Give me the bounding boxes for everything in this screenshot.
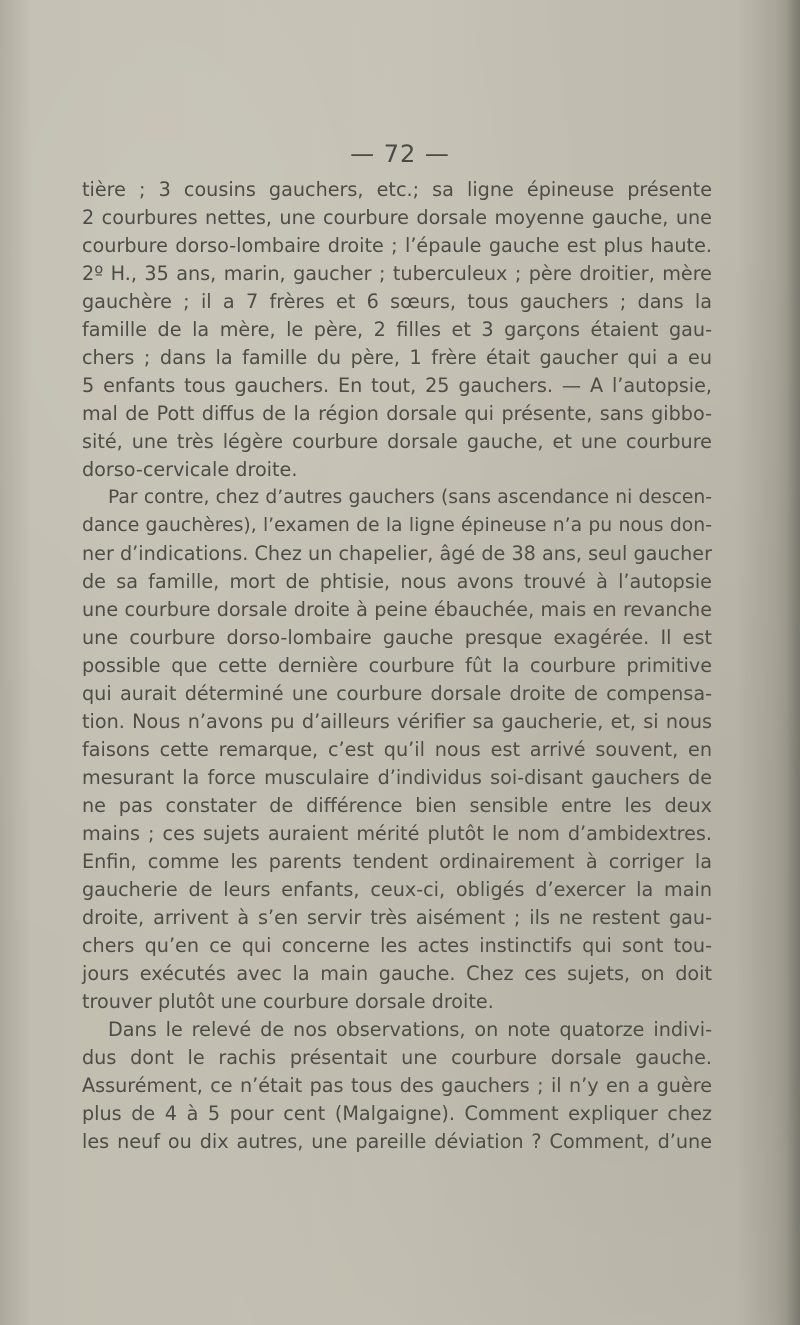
text-line: tion. Nous n’avons pu d’ailleurs vérifier sa gaucherie, et, si nous [82, 710, 712, 733]
text-line: sité, une très légère courbure dorsale gauche, et une courbure [82, 430, 712, 453]
text-line: dorso-cervicale droite. [82, 458, 298, 481]
text-line: dus dont le rachis présentait une courbure dorsale gauche. [82, 1046, 712, 1069]
text-line: qui aurait déterminé une courbure dorsale droite de compensa- [82, 682, 712, 705]
text-line: chers qu’en ce qui concerne les actes instinctifs qui sont tou- [82, 934, 712, 957]
text-line: Par contre, chez d’autres gauchers (sans ascendance ni descen- [108, 487, 712, 508]
text-line: courbure dorso-lombaire droite ; l’épaule gauche est plus haute. [82, 234, 712, 257]
text-line: 2º H., 35 ans, marin, gaucher ; tuberculeux ; père droitier, mère [82, 262, 712, 285]
text-line: une courbure dorsale droite à peine ébauchée, mais en revanche [82, 598, 712, 621]
text-line: ner d’indications. Chez un chapelier, âgé de 38 ans, seul gaucher [82, 542, 712, 565]
text-line: 5 enfants tous gauchers. En tout, 25 gauchers. — A l’autopsie, [82, 374, 712, 397]
text-line: Dans le relevé de nos observations, on note quatorze indivi- [108, 1018, 712, 1041]
text-line: dance gauchères), l’examen de la ligne épineuse n’a pu nous don- [82, 515, 712, 536]
text-line: trouver plutôt une courbure dorsale droite. [82, 990, 494, 1013]
text-line: ne pas constater de différence bien sensible entre les deux [82, 794, 712, 817]
text-line: chers ; dans la famille du père, 1 frère était gaucher qui a eu [82, 346, 712, 369]
text-line: les neuf ou dix autres, une pareille déviation ? Comment, d’une [82, 1130, 712, 1153]
text-line: une courbure dorso-lombaire gauche presque exagérée. Il est [82, 626, 712, 649]
text-line: plus de 4 à 5 pour cent (Malgaigne). Comment expliquer chez [82, 1102, 712, 1125]
page-number: — 72 — [350, 140, 450, 168]
text-line: droite, arrivent à s’en servir très aisément ; ils ne restent gau- [82, 906, 712, 929]
text-line: gauchère ; il a 7 frères et 6 sœurs, tous gauchers ; dans la [82, 290, 712, 313]
text-line: Assurément, ce n’était pas tous des gauchers ; il n’y en a guère [82, 1074, 712, 1097]
text-line: 2 courbures nettes, une courbure dorsale moyenne gauche, une [82, 206, 712, 229]
text-line: jours exécutés avec la main gauche. Chez ces sujets, on doit [82, 962, 712, 985]
text-line: famille de la mère, le père, 2 filles et 3 garçons étaient gau- [82, 318, 712, 341]
page-edge-shadow [786, 0, 800, 1325]
text-line: gaucherie de leurs enfants, ceux-ci, obligés d’exercer la main [82, 878, 712, 901]
text-line: faisons cette remarque, c’est qu’il nous est arrivé souvent, en [82, 738, 712, 761]
body-text [82, 176, 712, 1156]
text-line: mal de Pott diffus de la région dorsale qui présente, sans gibbo- [82, 402, 712, 425]
text-line: mains ; ces sujets auraient mérité plutôt le nom d’ambidextres. [82, 822, 712, 845]
text-line: tière ; 3 cousins gauchers, etc.; sa ligne épineuse présente [82, 178, 712, 201]
text-line: Enfin, comme les parents tendent ordinairement à corriger la [82, 850, 712, 873]
text-line: possible que cette dernière courbure fût la courbure primitive [82, 654, 712, 677]
text-line: mesurant la force musculaire d’individus soi-disant gauchers de [82, 766, 712, 789]
text-line: de sa famille, mort de phtisie, nous avons trouvé à l’autopsie [82, 570, 712, 593]
